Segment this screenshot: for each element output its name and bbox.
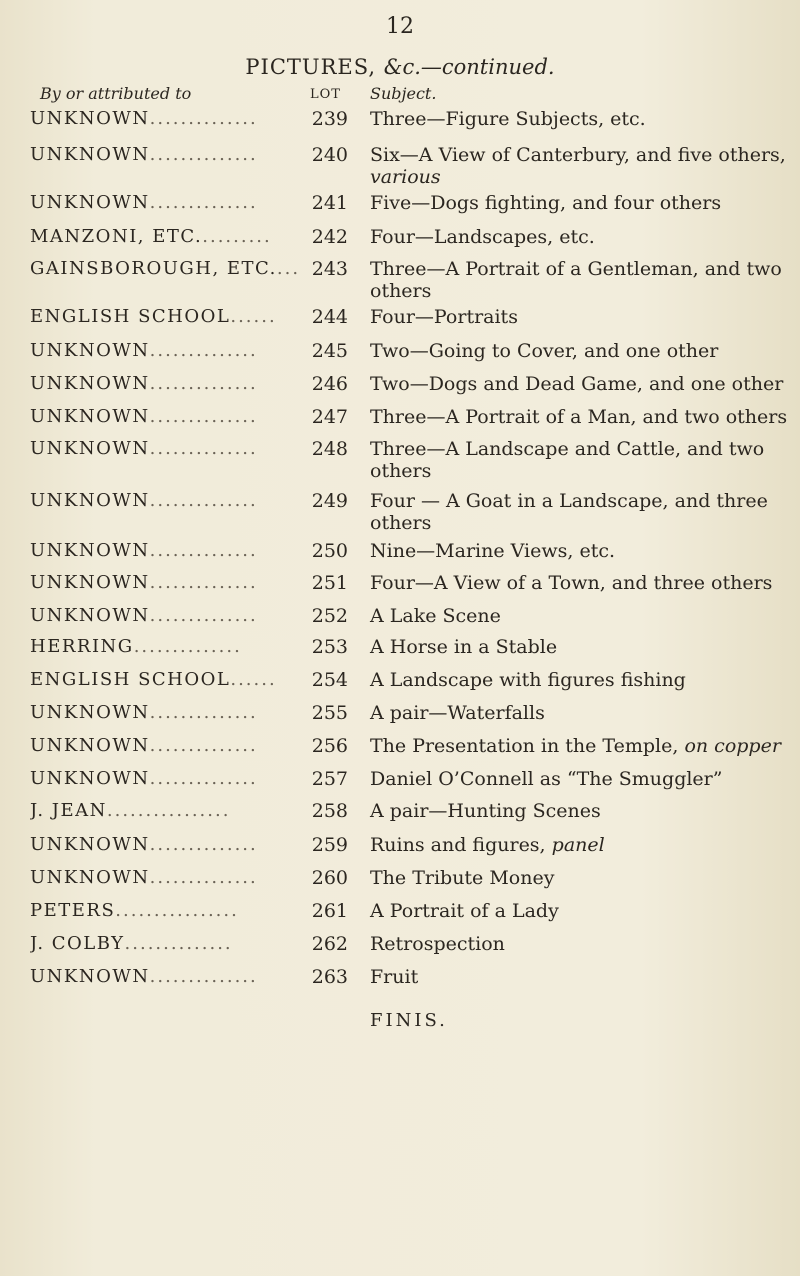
subject-cell [370,867,788,889]
artist-name: UNKNOWN [30,540,150,561]
subject-text: Fruit [370,966,419,988]
leader-dots: .............. [149,834,258,855]
subject-text: Three—A Landscape and Cattle, and two others [370,438,765,482]
artist-cell [30,406,337,436]
subject-text: Three—Figure Subjects, etc. [370,108,646,130]
artist-name: UNKNOWN [30,834,150,855]
lot-column-header: LOT [310,87,341,102]
artist-name: UNKNOWN [30,406,150,427]
lot-number: 239 [311,108,348,130]
artist-name: UNKNOWN [30,735,150,756]
page-number: 12 [386,14,414,39]
subject-text: Three—A Portrait of a Gentleman, and two others [370,258,782,302]
leader-dots: .............. [149,867,258,888]
subject-cell [370,669,788,691]
subject-text: A Lake Scene [370,605,501,627]
artist-cell [30,605,337,635]
leader-dots: .............. [149,340,258,361]
artist-name: UNKNOWN [30,490,150,511]
artist-name: GAINSBOROUGH, ETC. [30,258,277,279]
leader-dots: ......... [202,226,272,247]
subject-cell [370,192,788,214]
artist-name: J. COLBY [30,933,125,954]
artist-cell [30,373,337,403]
leader-dots: .............. [149,572,258,593]
leader-dots: .............. [149,438,258,459]
subject-cell [370,306,788,328]
subject-text: Three—A Portrait of a Man, and two others [370,406,788,428]
lot-number: 248 [311,438,348,460]
subject-text: A pair—Hunting Scenes [370,800,601,822]
leader-dots: ...... [230,669,277,690]
artist-cell [30,438,337,468]
lot-number: 257 [311,768,348,790]
lot-number: 247 [311,406,348,428]
lot-number: 253 [311,636,348,658]
lot-number: 263 [311,966,348,988]
subject-cell [370,373,788,395]
artist-cell [30,735,337,765]
leader-dots: .............. [149,490,258,511]
lot-number: 243 [311,258,348,280]
lot-number: 245 [311,340,348,362]
lot-number: 260 [311,867,348,889]
lot-number: 242 [311,226,348,248]
artist-name: UNKNOWN [30,605,150,626]
artist-cell [30,702,337,732]
leader-dots: ...... [230,306,277,327]
subject-cell [370,800,788,822]
artist-cell [30,834,337,864]
artist-name: UNKNOWN [30,192,150,213]
artist-cell [30,900,337,930]
artist-cell [30,258,337,288]
lot-number: 244 [311,306,348,328]
subject-text: Four—Portraits [370,306,518,328]
artist-cell [30,226,337,256]
subject-cell [370,540,788,562]
lot-number: 256 [311,735,348,757]
subject-cell [370,490,788,534]
artist-cell [30,800,337,830]
artist-name: UNKNOWN [30,867,150,888]
section-title-continued: &c.—continued. [383,55,555,79]
lot-number: 252 [311,605,348,627]
artist-cell [30,192,337,222]
subject-text: Retrospection [370,933,505,955]
subject-cell [370,406,788,428]
subject-cell [370,768,788,790]
subject-text: Five—Dogs fighting, and four others [370,192,722,214]
leader-dots: .............. [149,540,258,561]
artist-name: UNKNOWN [30,144,150,165]
lot-number: 246 [311,373,348,395]
subject-italic-note: panel [551,834,605,856]
subject-text: Two—Going to Cover, and one other [370,340,719,362]
subject-cell [370,900,788,922]
subject-cell [370,966,788,988]
subject-text: The Tribute Money [370,867,555,889]
subject-cell [370,735,788,757]
artist-name: MANZONI, ETC. [30,226,203,247]
subject-italic-note: various [370,166,441,188]
lot-number: 262 [311,933,348,955]
subject-cell [370,572,788,594]
leader-dots: .............. [124,933,233,954]
subject-text: Four—A View of a Town, and three others [370,572,773,594]
lot-number: 259 [311,834,348,856]
artist-name: J. JEAN [30,800,107,821]
leader-dots: .............. [149,966,258,987]
artist-cell [30,340,337,370]
subject-text: Four—Landscapes, etc. [370,226,595,248]
subject-cell [370,438,788,482]
lot-number: 249 [311,490,348,512]
artist-name: ENGLISH SCHOOL [30,669,231,690]
lot-number: 251 [311,572,348,594]
lot-number: 261 [311,900,348,922]
leader-dots: ... [276,258,301,279]
artist-cell [30,306,337,336]
artist-column-header: By or attributed to [40,84,192,103]
artist-cell [30,144,337,174]
leader-dots: .............. [149,373,258,394]
lot-number: 258 [311,800,348,822]
leader-dots: .............. [133,636,242,657]
section-title-main: PICTURES, [245,55,384,79]
artist-cell [30,540,337,570]
subject-text: Nine—Marine Views, etc. [370,540,616,562]
subject-cell [370,144,788,188]
subject-text: Ruins and figures, [370,834,552,856]
leader-dots: ................ [106,800,231,821]
lot-number: 250 [311,540,348,562]
artist-name: UNKNOWN [30,373,150,394]
lot-number: 240 [311,144,348,166]
lot-number: 254 [311,669,348,691]
subject-cell [370,933,788,955]
artist-cell [30,636,337,666]
subject-cell [370,605,788,627]
leader-dots: ................ [115,900,239,921]
subject-text: A Horse in a Stable [370,636,558,658]
subject-text: A pair—Waterfalls [370,702,545,724]
artist-cell [30,572,337,602]
subject-cell [370,108,788,130]
artist-cell [30,933,337,963]
artist-name: ENGLISH SCHOOL [30,306,231,327]
finis-text: FINIS. [370,1010,448,1031]
leader-dots: .............. [149,144,258,165]
section-title [0,55,800,79]
leader-dots: .............. [149,108,258,129]
subject-cell [370,226,788,248]
artist-cell [30,966,337,996]
lot-number: 241 [311,192,348,214]
artist-cell [30,669,337,699]
artist-name: UNKNOWN [30,966,150,987]
subject-text: A Landscape with figures fishing [370,669,686,691]
artist-cell [30,108,337,138]
artist-name: UNKNOWN [30,702,150,723]
subject-text: Daniel O’Connell as “The Smuggler” [370,768,723,790]
artist-cell [30,768,337,798]
artist-name: UNKNOWN [30,108,150,129]
subject-text: A Portrait of a Lady [370,900,559,922]
artist-name: PETERS [30,900,116,921]
artist-cell [30,867,337,897]
artist-name: UNKNOWN [30,768,150,789]
leader-dots: .............. [149,406,258,427]
artist-name: HERRING [30,636,134,657]
subject-text: Six—A View of Canterbury, and five others, [370,144,786,166]
subject-text: The Presentation in the Temple, [370,735,685,757]
artist-name: UNKNOWN [30,340,150,361]
subject-cell [370,702,788,724]
subject-text: Two—Dogs and Dead Game, and one other [370,373,784,395]
subject-cell [370,258,788,302]
subject-italic-note: on copper [684,735,781,757]
leader-dots: .............. [149,768,258,789]
subject-cell [370,340,788,362]
leader-dots: .............. [149,702,258,723]
artist-cell [30,490,337,520]
subject-cell [370,636,788,658]
subject-cell [370,834,788,856]
artist-name: UNKNOWN [30,572,150,593]
leader-dots: .............. [149,735,258,756]
lot-number: 255 [311,702,348,724]
artist-name: UNKNOWN [30,438,150,459]
leader-dots: .............. [149,605,258,626]
subject-text: Four — A Goat in a Landscape, and three others [370,490,768,534]
subject-column-header: Subject. [370,84,437,103]
leader-dots: .............. [149,192,258,213]
